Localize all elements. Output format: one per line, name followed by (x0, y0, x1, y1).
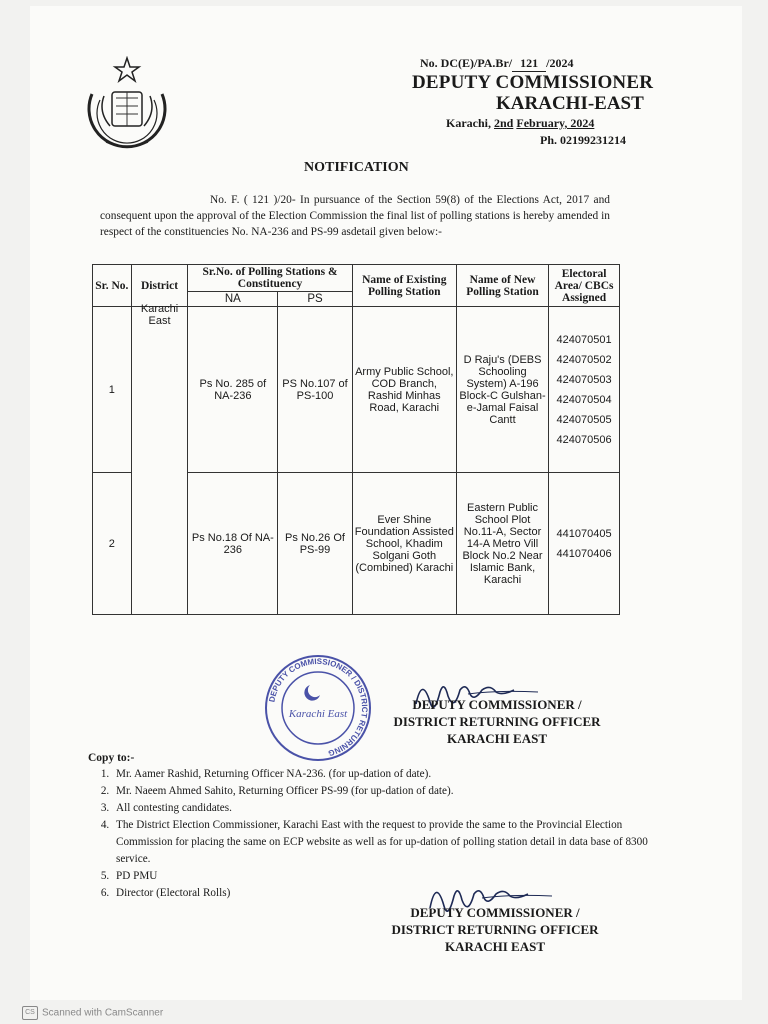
stamp-center-text: Karachi East (288, 708, 348, 720)
signatory-role: DISTRICT RETURNING OFFICER (393, 714, 601, 729)
cbc-code: 441070405 (556, 527, 612, 540)
notification-title: NOTIFICATION (304, 160, 409, 175)
signature-block-2 (382, 904, 608, 955)
cell-na: Ps No. 285 of NA-236 (188, 307, 278, 473)
signatory-title: DEPUTY COMMISSIONER / (412, 697, 582, 712)
cell-na: Ps No.18 Of NA-236 (188, 473, 278, 615)
government-emblem-icon (78, 56, 176, 164)
district-label: Karachi East (140, 302, 179, 327)
signatory-location: KARACHI EAST (444, 939, 546, 954)
cbc-code: 424070505 (556, 413, 612, 426)
header-existing: Name of Existing Polling Station (352, 265, 456, 307)
header-srno-group: Sr.No. of Polling Stations & Constituency (188, 265, 352, 292)
office-subtitle: KARACHI-EAST (496, 93, 644, 114)
camscanner-icon: CS (22, 1006, 38, 1020)
cbc-code: 441070406 (556, 547, 612, 560)
cell-sr: 1 (93, 307, 132, 473)
cbc-code: 424070503 (556, 373, 612, 386)
list-item: 6. Director (Electoral Rolls) (112, 885, 652, 902)
scanner-watermark (22, 1006, 163, 1020)
cell-new: Eastern Public School Plot No.11-A, Sector 14-A Metro Vill Block No.2 Near Islamic Bank, Karachi (456, 473, 548, 615)
list-item: 1. Mr. Aamer Rashid, Returning Officer NA-236. (for up-dation of date). (112, 766, 652, 783)
reference-number: No. DC(E)/PA.Br/ 121 /2024 (420, 56, 574, 70)
cell-ps: PS No.107 of PS-100 (278, 307, 352, 473)
cell-sr: 2 (93, 473, 132, 615)
header-sr: Sr. No. (93, 265, 132, 307)
list-item: 2. Mr. Naeem Ahmed Sahito, Returning Officer PS-99 (for up-dation of date). (112, 783, 652, 800)
cell-cbcs (549, 473, 620, 615)
cbc-code: 424070504 (556, 393, 612, 406)
header-electoral: Electoral Area/ CBCs Assigned (549, 265, 620, 307)
scanner-text: Scanned with CamScanner (42, 1007, 164, 1019)
office-title: DEPUTY COMMISSIONER (412, 72, 654, 93)
list-item: 4. The District Election Commissioner, Karachi East with the request to provide the same to the Provincial Election Commission for placing the same on ECP website as well as for up-dation of polling station detail in data base of 8300 service. (112, 817, 652, 868)
list-item: 5. PD PMU (112, 868, 652, 885)
cell-ps: Ps No.26 Of PS-99 (278, 473, 352, 615)
cbc-code: 424070506 (556, 433, 612, 446)
cell-cbcs (549, 307, 620, 473)
table-row (93, 307, 620, 473)
header-new: Name of New Polling Station (456, 265, 548, 307)
header-na: NA (188, 292, 278, 307)
header-district: District (131, 265, 188, 307)
signatory-title: DEPUTY COMMISSIONER / (410, 905, 580, 920)
cell-district (131, 302, 188, 615)
copy-to-list (92, 766, 652, 902)
phone-number: Ph. 02199231214 (540, 133, 627, 147)
cell-existing: Army Public School, COD Branch, Rashid Minhas Road, Karachi (352, 307, 456, 473)
cell-new: D Raju's (DEBS Schooling System) A-196 Block-C Gulshan-e-Jamal Faisal Cantt (456, 307, 548, 473)
polling-stations-table (92, 264, 620, 615)
signature-block-1 (388, 696, 606, 747)
cbc-code: 424070501 (556, 333, 612, 346)
cbc-code: 424070502 (556, 353, 612, 366)
copy-to-label: Copy to:- (88, 752, 135, 764)
official-stamp-icon (262, 655, 374, 761)
list-item: 3. All contesting candidates. (112, 800, 652, 817)
signatory-location: KARACHI EAST (446, 731, 548, 746)
header-ps: PS (278, 292, 352, 307)
issue-date: Karachi, 2nd February, 2024 (446, 116, 595, 130)
cell-existing: Ever Shine Foundation Assisted School, Khadim Solgani Goth (Combined) Karachi (352, 473, 456, 615)
signatory-role: DISTRICT RETURNING OFFICER (391, 922, 599, 937)
notification-body: No. F. ( 121 )/20- In pursuance of the Section 59(8) of the Elections Act, 2017 and consequent upon the approval of the Election Commission the final list of polling stations is hereby amended in respect of the constituencies No. NA-236 and PS-99 asdetail given below:- (100, 194, 610, 238)
stamp-ring-text: DEPUTY COMMISSIONER / DISTRICT RETURNING (267, 656, 370, 758)
